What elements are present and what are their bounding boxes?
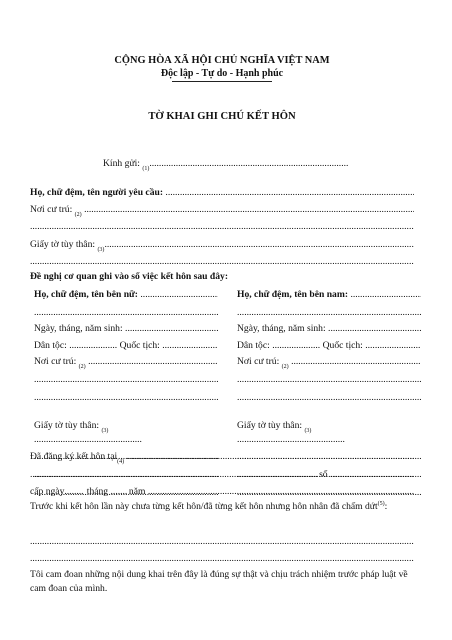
bride-residence-line-3 (34, 393, 218, 403)
bride-name-field-2[interactable] (34, 308, 218, 318)
groom-residence-label: Nơi cư trú: (237, 356, 280, 368)
requester-id-field-2[interactable] (30, 257, 414, 267)
bride-id-label: Giấy tờ tùy thân: (34, 420, 100, 432)
addressee-field[interactable] (149, 159, 348, 169)
bride-residence-field[interactable] (88, 357, 218, 367)
prior-marriage-text: Trước khi kết hôn lần này chưa từng kết hôn/đã từng kết hôn nhưng hôn nhân đã chấm dứt (30, 501, 378, 512)
groom-residence-field[interactable] (291, 357, 421, 367)
bride-residence-field-3[interactable] (34, 393, 218, 403)
registered-at-field[interactable] (127, 452, 414, 462)
groom-name-label: Họ, chữ đệm, tên bên nam: (237, 289, 349, 300)
groom-residence-field-3[interactable] (237, 393, 421, 403)
bride-nationality-label: Quốc tịch: (119, 339, 160, 351)
bride-dob-label: Ngày, tháng, năm sinh: (34, 323, 123, 335)
registration-month-field[interactable] (111, 487, 127, 497)
bride-id-line: Giấy tờ tùy thân: (3) (34, 420, 109, 434)
registered-at-field-2[interactable] (30, 470, 317, 480)
registered-at-label: Đã đăng ký kết hôn tại (30, 451, 118, 462)
groom-name-field[interactable] (350, 290, 421, 300)
bride-dob-line (34, 324, 218, 334)
bride-ethnicity-line (34, 341, 218, 351)
motto-underline (172, 81, 272, 82)
bride-ethnicity-field[interactable] (69, 341, 117, 351)
bride-name-line-2 (34, 308, 218, 318)
groom-id-label: Giấy tờ tùy thân: (237, 420, 303, 432)
prior-marriage-field[interactable] (30, 537, 414, 547)
registration-date-prefix: cấp ngày (30, 486, 65, 497)
bride-residence-field-2[interactable] (34, 375, 218, 385)
bride-id-field[interactable] (34, 435, 142, 445)
groom-name-line-2 (237, 308, 421, 318)
registered-at-line: Đã đăng ký kết hôn tại (4) ..... (30, 452, 414, 462)
addressee-label: Kính gửi: (103, 158, 140, 169)
registration-number-label: số (319, 469, 328, 480)
groom-column (237, 290, 421, 497)
prior-marriage-line-1 (30, 537, 414, 547)
national-title: CỘNG HÒA XÃ HỘI CHỦ NGHĨA VIỆT NAM (114, 55, 330, 66)
groom-dob-label: Ngày, tháng, năm sinh: (237, 323, 326, 335)
bride-nationality-field[interactable] (162, 341, 218, 351)
bride-residence-label: Nơi cư trú: (34, 356, 77, 368)
prior-marriage-line-2 (30, 554, 414, 564)
prior-marriage-note: (5) (377, 501, 385, 507)
registration-number-line (30, 470, 414, 480)
bride-residence-line: Nơi cư trú: (2) ..... (34, 357, 218, 367)
pledge-statement: Tôi cam đoan những nội dung khai trên đây là đúng sự thật và chịu trách nhiệm trước pháp luật về cam đoan của mình. (30, 569, 408, 594)
registration-day-field[interactable] (64, 487, 84, 497)
prior-marriage-field-2[interactable] (30, 554, 414, 564)
requester-residence-line-2 (30, 222, 414, 232)
prior-marriage-statement: Trước khi kết hôn lần này chưa từng kết hôn/đã từng kết hôn nhưng hôn nhân đã chấm dứt$^{(5)}$: (30, 501, 388, 512)
registration-number-field[interactable] (330, 470, 414, 480)
requester-residence-line: Nơi cư trú: (2) ..... (30, 205, 414, 215)
requester-id-line-2 (30, 257, 414, 267)
requester-id-label: Giấy tờ tùy thân: (30, 239, 96, 250)
requester-id-line: Giấy tờ tùy thân: (3) ..... (30, 240, 414, 250)
registration-month-label: tháng (86, 486, 109, 497)
bride-name-label: Họ, chữ đệm, tên bên nữ: (34, 289, 138, 300)
groom-residence-field-2[interactable] (237, 375, 421, 385)
groom-id-field[interactable] (237, 435, 345, 445)
registration-year-label: năm (128, 486, 146, 497)
request-heading: Đề nghị cơ quan ghi vào sổ việc kết hôn sau đây: (30, 271, 229, 282)
bride-residence-line-2 (34, 375, 218, 385)
groom-nationality-label: Quốc tịch: (322, 339, 363, 351)
bride-dob-field[interactable] (125, 324, 218, 334)
groom-dob-field[interactable] (328, 324, 421, 334)
registration-year-field[interactable] (148, 487, 414, 497)
groom-nationality-field[interactable] (365, 341, 421, 351)
addressee-line: Kính gửi: (1) ..... (103, 159, 348, 169)
groom-residence-line: Nơi cư trú: (2) ..... (237, 357, 421, 367)
requester-name-label: Họ, chữ đệm, tên người yêu cầu: (30, 187, 164, 198)
groom-dob-line (237, 324, 421, 334)
bride-name-field[interactable] (140, 290, 218, 300)
groom-name-line (237, 290, 421, 300)
bride-name-line (34, 290, 218, 300)
requester-residence-field-2[interactable] (30, 222, 414, 232)
groom-name-field-2[interactable] (237, 308, 421, 318)
requester-id-field[interactable] (104, 240, 414, 250)
groom-id-line: Giấy tờ tùy thân: (3) (237, 420, 312, 434)
requester-name-line (30, 188, 414, 198)
groom-residence-line-3 (237, 393, 421, 403)
requester-name-field[interactable] (165, 188, 414, 198)
requester-residence-label: Nơi cư trú: (30, 204, 73, 215)
groom-ethnicity-label: Dân tộc: (237, 339, 270, 351)
groom-residence-line-2 (237, 375, 421, 385)
groom-ethnicity-field[interactable] (272, 341, 320, 351)
bride-ethnicity-label: Dân tộc: (34, 339, 67, 351)
groom-id-line-2 (237, 435, 421, 445)
form-title: TỜ KHAI GHI CHÚ KẾT HÔN (148, 111, 296, 123)
groom-ethnicity-line (237, 341, 421, 351)
national-motto: Độc lập - Tự do - Hạnh phúc (160, 68, 284, 80)
registration-date-line (30, 487, 414, 497)
bride-column (34, 290, 218, 497)
bride-id-line-2 (34, 435, 218, 445)
requester-residence-field[interactable] (84, 205, 414, 215)
